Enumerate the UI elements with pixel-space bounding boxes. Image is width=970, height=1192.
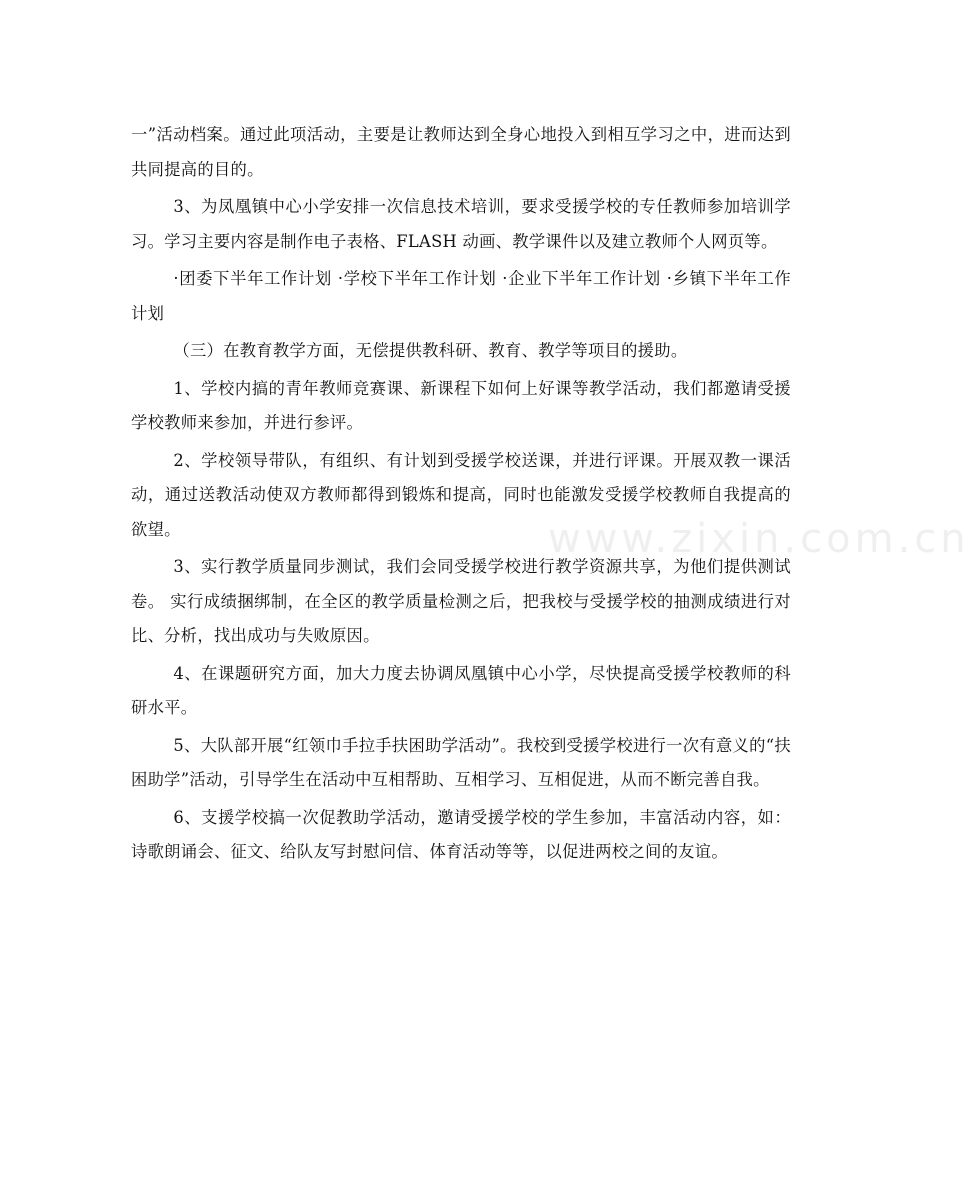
paragraph-item-6: 6、支援学校搞一次促教助学活动，邀请受援学校的学生参加，丰富活动内容，如：诗歌朗诵会、征文、给队友写封慰问信、体育活动等等，以促进两校之间的友谊。: [131, 807, 791, 861]
watermark: www.zixin.com.cn: [548, 516, 970, 562]
paragraph-item-4: 4、在课题研究方面，加大力度去协调凤凰镇中心小学，尽快提高受援学校教师的科研水平。: [131, 663, 791, 717]
paragraph-item-3: 3、实行教学质量同步测试，我们会同受援学校进行教学资源共享，为他们提供测试卷。 实行成绩捆绑制，在全区的教学质量检测之后，把我校与受援学校的抽测成绩进行对比、分析，找出成功与失败原因。: [131, 557, 791, 645]
paragraph-continuation: 一”活动档案。通过此项活动，主要是让教师达到全身心地投入到相互学习之中，进而达到共同提高的目的。: [131, 125, 791, 179]
document-body: [131, 118, 791, 873]
paragraph-item-3-training: 3、为凤凰镇中心小学安排一次信息技术培训，要求受援学校的专任教师参加培训学习。学习主要内容是制作电子表格、FLASH 动画、教学课件以及建立教师个人网页等。: [131, 197, 791, 251]
paragraph-item-2: 2、学校领导带队，有组织、有计划到受援学校送课，并进行评课。开展双教一课活动，通过送教活动使双方教师都得到锻炼和提高，同时也能激发受援学校教师自我提高的欲望。: [131, 450, 791, 539]
paragraph-item-5: 5、大队部开展“红领巾手拉手扶困助学活动”。我校到受援学校进行一次有意义的“扶困助学”活动，引导学生在活动中互相帮助、互相学习、互相促进，从而不断完善自我。: [131, 735, 791, 789]
related-links-line[interactable]: ·团委下半年工作计划 ·学校下半年工作计划 ·企业下半年工作计划 ·乡镇下半年工作计划: [131, 269, 791, 323]
paragraph-item-1: 1、学校内搞的青年教师竞赛课、新课程下如何上好课等教学活动，我们都邀请受援学校教师来参加，并进行参评。: [131, 378, 791, 432]
section-heading-3: （三）在教育教学方面，无偿提供教科研、教育、教学等项目的援助。: [173, 341, 688, 360]
